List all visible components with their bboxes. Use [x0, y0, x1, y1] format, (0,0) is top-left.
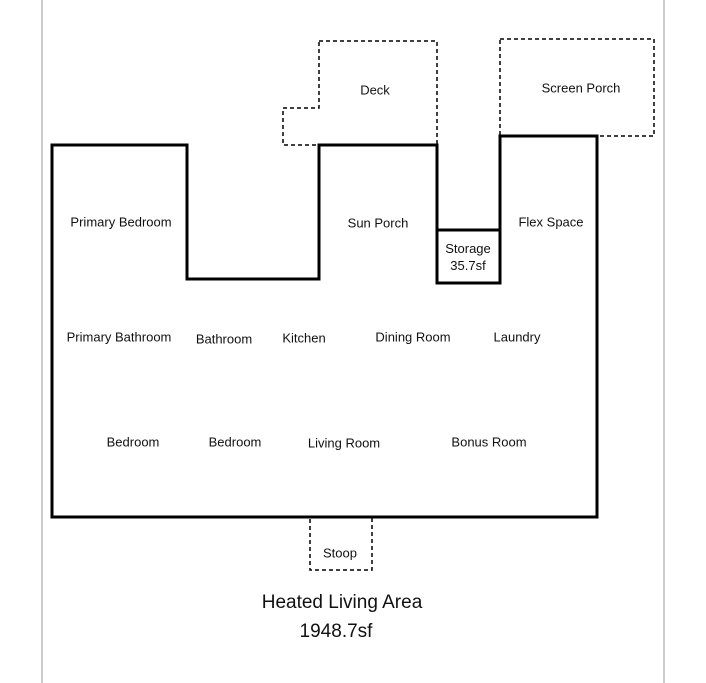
heated-area-title: Heated Living Area: [261, 592, 423, 613]
heated-area-outline: [52, 136, 597, 517]
room-label-bedroom-1: Bedroom: [106, 434, 160, 450]
stoop-label: Stoop: [323, 545, 357, 561]
screen-porch-label: Screen Porch: [541, 80, 621, 96]
room-label-living-room: Living Room: [307, 435, 381, 451]
deck-label: Deck: [360, 82, 390, 98]
room-label-bonus-room: Bonus Room: [451, 434, 527, 450]
room-label-kitchen: Kitchen: [282, 330, 326, 346]
room-label-primary-bedroom: Primary Bedroom: [70, 214, 172, 230]
storage-name: Storage: [445, 241, 491, 256]
room-label-primary-bathroom: Primary Bathroom: [66, 329, 172, 345]
room-label-laundry: Laundry: [493, 329, 541, 345]
room-label-bathroom: Bathroom: [195, 331, 253, 347]
storage-label: [445, 240, 491, 274]
room-label-bedroom-2: Bedroom: [208, 434, 262, 450]
heated-area-value: 1948.7sf: [299, 621, 373, 642]
room-label-dining-room: Dining Room: [375, 329, 451, 345]
room-label-sun-porch: Sun Porch: [347, 215, 409, 231]
storage-area: 35.7sf: [450, 258, 486, 273]
room-label-flex-space: Flex Space: [518, 214, 584, 230]
stoop-outline: [310, 517, 372, 570]
